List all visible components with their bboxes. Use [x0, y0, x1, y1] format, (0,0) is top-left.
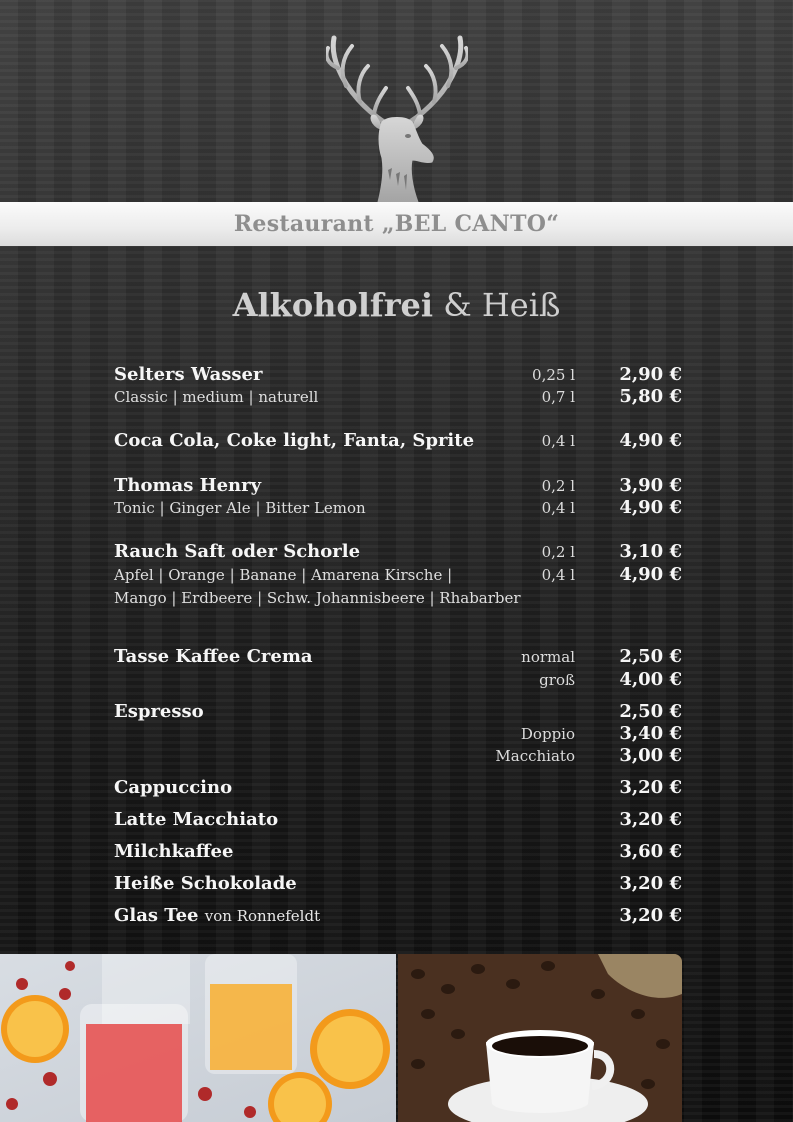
menu-row — [114, 905, 682, 927]
restaurant-name: Restaurant „BEL CANTO“ — [233, 211, 560, 237]
item-description: Tonic | Ginger Ale | Bitter Lemon — [114, 499, 366, 517]
item-size: 0,2 l — [541, 543, 575, 561]
item-name: Latte Macchiato — [114, 809, 279, 830]
menu-row — [114, 497, 682, 519]
item-name: Tasse Kaffee Crema — [114, 646, 313, 667]
cold-drinks-photo — [0, 954, 396, 1122]
item-name-suffix: von Ronnefeldt — [204, 907, 321, 925]
item-description: Mango | Erdbeere | Schw. Johannisbeere | Rhabarber — [114, 589, 521, 607]
item-price: 2,50 € — [619, 701, 682, 722]
item-name: Selters Wasser — [114, 364, 263, 385]
menu-row — [114, 777, 682, 799]
menu-heading — [0, 286, 793, 324]
menu-row — [114, 564, 682, 586]
item-name-main: Glas Tee — [114, 905, 199, 926]
item-price: 3,20 € — [619, 873, 682, 894]
item-price: 2,50 € — [619, 646, 682, 667]
item-size: 0,7 l — [541, 388, 575, 406]
menu-row — [114, 841, 682, 863]
item-name: Milchkaffee — [114, 841, 234, 862]
item-size: normal — [521, 648, 575, 666]
item-size: 0,4 l — [541, 566, 575, 584]
stag-logo — [326, 30, 468, 202]
menu-row — [114, 646, 682, 668]
item-price: 4,90 € — [619, 564, 682, 585]
item-price: 3,40 € — [619, 723, 682, 744]
item-price: 3,60 € — [619, 841, 682, 862]
item-size: 0,4 l — [541, 499, 575, 517]
item-price: 5,80 € — [619, 386, 682, 407]
item-name: Coca Cola, Coke light, Fanta, Sprite — [114, 430, 475, 451]
item-price: 3,00 € — [619, 745, 682, 766]
menu-row — [114, 745, 682, 767]
item-price: 4,00 € — [619, 669, 682, 690]
item-price: 3,20 € — [619, 809, 682, 830]
menu-row — [114, 701, 682, 723]
menu-row — [114, 430, 682, 452]
restaurant-banner — [0, 202, 793, 246]
menu-row — [114, 669, 682, 691]
item-description: Classic | medium | naturell — [114, 388, 319, 406]
photo-strip — [0, 954, 793, 1122]
item-name: Thomas Henry — [114, 475, 262, 496]
item-name — [114, 905, 320, 926]
coffee-photo — [398, 954, 682, 1122]
menu-row — [114, 386, 682, 408]
item-size: 0,2 l — [541, 477, 575, 495]
item-price: 3,90 € — [619, 475, 682, 496]
menu-row — [114, 873, 682, 895]
menu-row — [114, 723, 682, 745]
item-name: Cappuccino — [114, 777, 233, 798]
item-size: Doppio — [520, 725, 575, 743]
menu-row — [114, 587, 682, 609]
menu-row — [114, 364, 682, 386]
heading-rest: & Heiß — [433, 286, 561, 324]
item-size: Macchiato — [495, 747, 575, 765]
menu-row — [114, 541, 682, 563]
item-name: Heiße Schokolade — [114, 873, 297, 894]
item-price: 4,90 € — [619, 430, 682, 451]
item-price: 2,90 € — [619, 364, 682, 385]
item-size: 0,25 l — [532, 366, 575, 384]
item-size: groß — [539, 671, 575, 689]
item-name: Espresso — [114, 701, 204, 722]
item-price: 3,20 € — [619, 905, 682, 926]
item-name: Rauch Saft oder Schorle — [114, 541, 361, 562]
item-description: Apfel | Orange | Banane | Amarena Kirsche | — [114, 566, 453, 584]
item-price: 4,90 € — [619, 497, 682, 518]
heading-bold: Alkoholfrei — [232, 286, 434, 324]
menu-row — [114, 809, 682, 831]
item-price: 3,10 € — [619, 541, 682, 562]
item-size: 0,4 l — [541, 432, 575, 450]
item-price: 3,20 € — [619, 777, 682, 798]
menu-row — [114, 475, 682, 497]
